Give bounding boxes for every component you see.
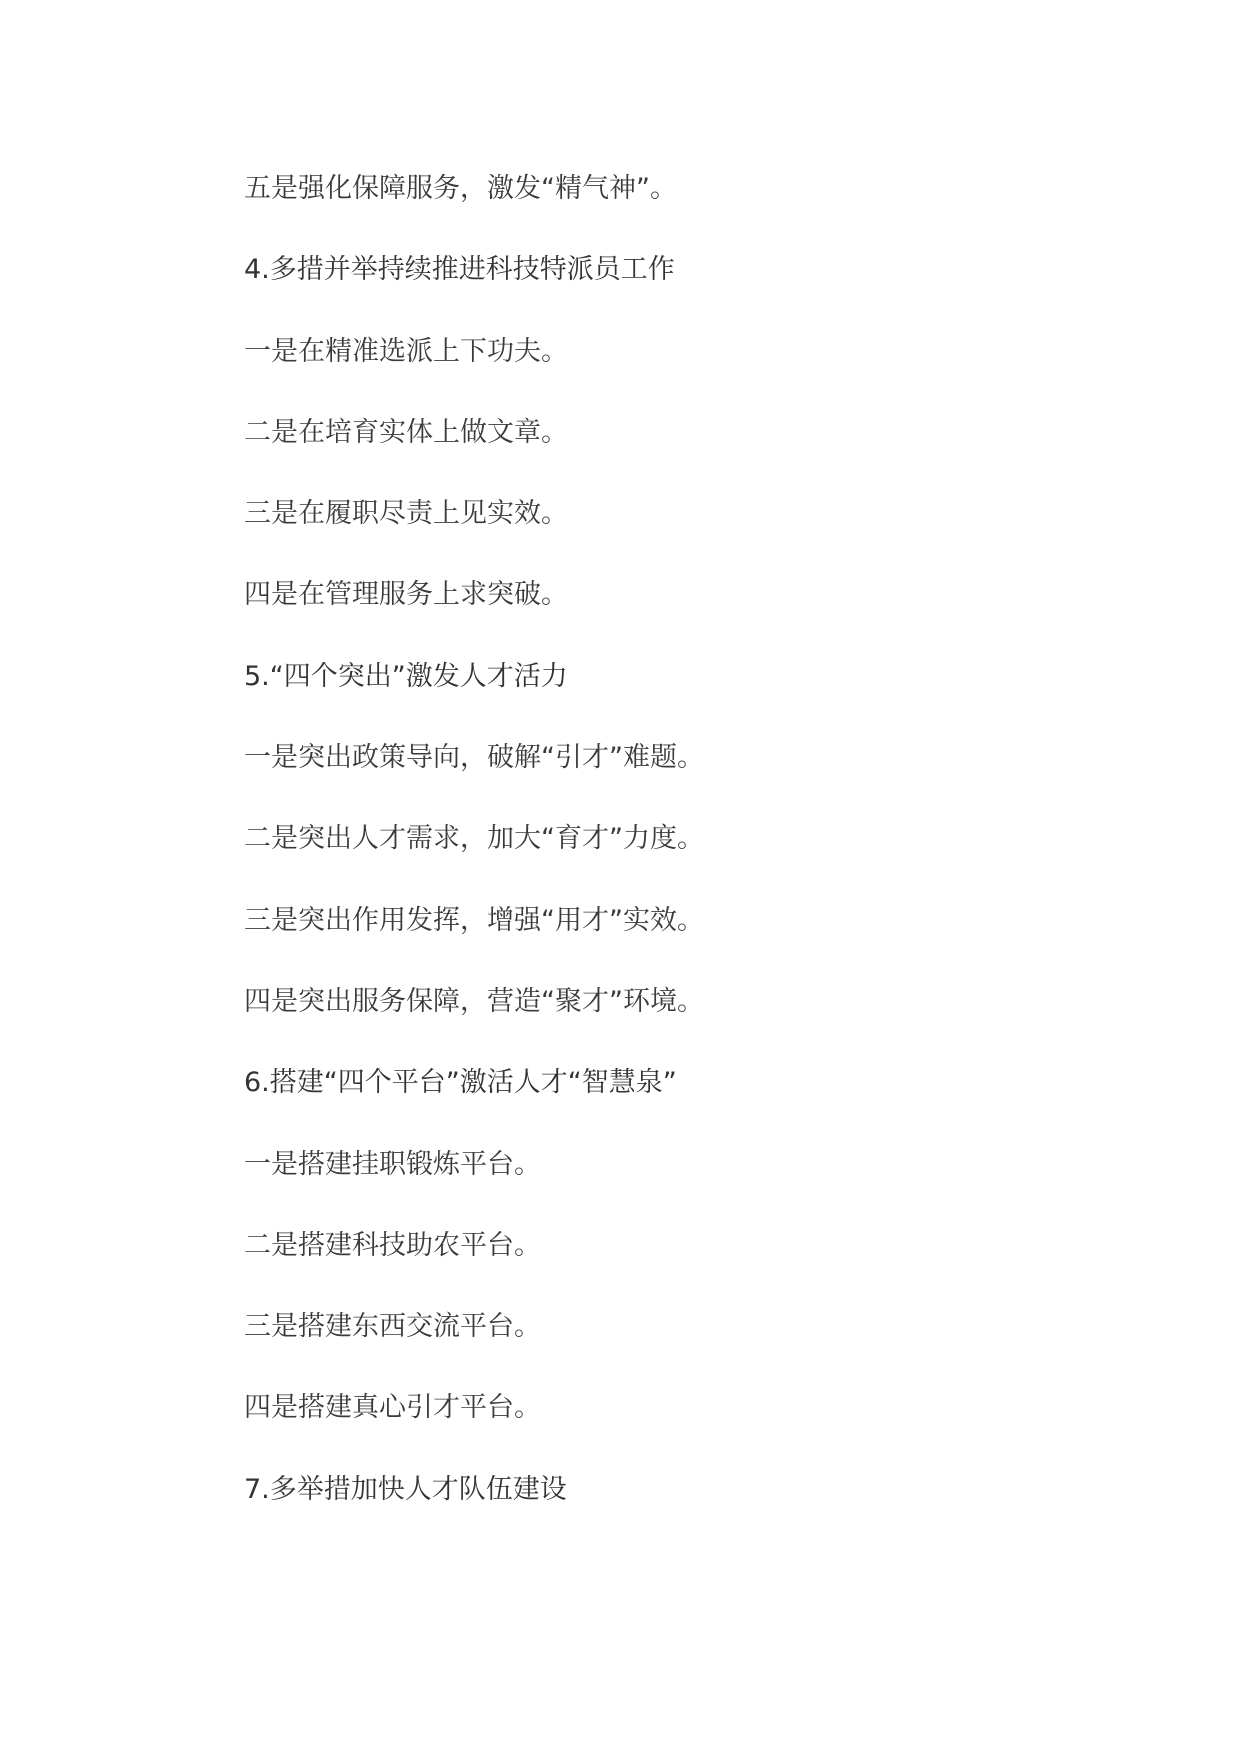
list-item: 二是突出人才需求，加大“育才”力度。 (244, 823, 704, 855)
list-item: 三是在履职尽责上见实效。 (244, 498, 568, 530)
section-heading: 4.多措并举持续推进科技特派员工作 (244, 254, 675, 286)
list-item: 一是搭建挂职锻炼平台。 (244, 1148, 541, 1180)
list-item: 四是突出服务保障，营造“聚才”环境。 (244, 985, 704, 1017)
list-item: 二是在培育实体上做文章。 (244, 416, 568, 448)
list-item: 五是强化保障服务，激发“精气神”。 (244, 173, 677, 204)
list-item: 三是搭建东西交流平台。 (244, 1311, 541, 1343)
list-item: 二是搭建科技助农平台。 (244, 1229, 541, 1261)
list-item: 四是搭建真心引才平台。 (244, 1392, 541, 1424)
list-item: 三是突出作用发挥，增强“用才”实效。 (244, 904, 704, 936)
list-item: 一是在精准选派上下功夫。 (244, 335, 568, 367)
list-item: 四是在管理服务上求突破。 (244, 579, 568, 611)
document-body (244, 170, 1144, 1552)
section-heading: 7.多举措加快人才队伍建设 (244, 1473, 567, 1505)
list-item: 一是突出政策导向，破解“引才”难题。 (244, 742, 704, 774)
section-heading: 5.“四个突出”激发人才活力 (244, 660, 568, 692)
section-heading: 6.搭建“四个平台”激活人才“智慧泉” (244, 1067, 677, 1099)
